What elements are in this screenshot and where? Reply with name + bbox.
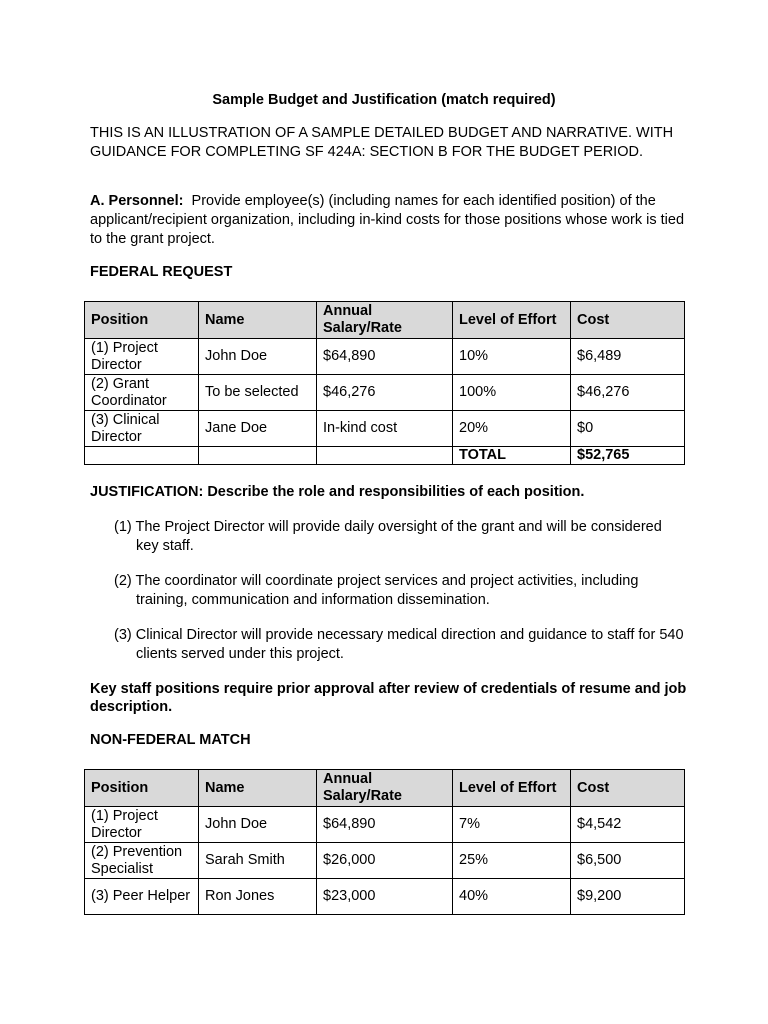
table-row xyxy=(85,339,685,375)
column-header-salary: Annual Salary/Rate xyxy=(317,302,453,339)
justification-list xyxy=(114,518,684,680)
key-staff-note: Key staff positions require prior approval after review of credentials of resume and job description. xyxy=(90,681,687,715)
document-title: Sample Budget and Justification (match required) xyxy=(212,92,556,108)
cell-name: Jane Doe xyxy=(199,411,317,447)
federal-request-heading: FEDERAL REQUEST xyxy=(90,264,233,280)
cell-salary: $64,890 xyxy=(317,807,453,843)
cell-cost: $46,276 xyxy=(571,375,685,411)
cell-effort: 25% xyxy=(453,843,571,879)
cell-salary: In-kind cost xyxy=(317,411,453,447)
cell-effort: 40% xyxy=(453,879,571,915)
column-header-cost: Cost xyxy=(571,302,685,339)
intro-paragraph: THIS IS AN ILLUSTRATION OF A SAMPLE DETAILED BUDGET AND NARRATIVE. WITH GUIDANCE FOR COMPLETING SF 424A: SECTION B FOR THE BUDGET PERIOD. xyxy=(90,125,674,160)
total-row xyxy=(85,447,685,465)
table-row xyxy=(85,843,685,879)
cell-cost: $6,489 xyxy=(571,339,685,375)
cell-position: (3) Clinical Director xyxy=(85,411,199,447)
list-item: (2) The coordinator will coordinate project services and project activities, including training, communication and information dissemination. xyxy=(114,573,639,608)
table-row xyxy=(85,807,685,843)
column-header-cost: Cost xyxy=(571,770,685,807)
table-header-row xyxy=(85,770,685,807)
cell-salary: $46,276 xyxy=(317,375,453,411)
list-item: (1) The Project Director will provide daily oversight of the grant and will be considered key staff. xyxy=(114,519,662,554)
personnel-text: Provide employee(s) (including names for each identified position) of the applicant/recipient organization, including in-kind costs for those positions whose work is tied to the grant project. xyxy=(90,193,685,247)
cell-empty xyxy=(317,447,453,465)
cell-name: John Doe xyxy=(199,339,317,375)
table-header-row xyxy=(85,302,685,339)
cell-salary: $23,000 xyxy=(317,879,453,915)
total-value: $52,765 xyxy=(571,447,685,465)
column-header-name: Name xyxy=(199,770,317,807)
personnel-paragraph xyxy=(90,192,690,249)
cell-empty xyxy=(199,447,317,465)
cell-position: (2) Prevention Specialist xyxy=(85,843,199,879)
cell-cost: $6,500 xyxy=(571,843,685,879)
cell-effort: 10% xyxy=(453,339,571,375)
non-federal-match-table xyxy=(84,769,685,915)
table-row xyxy=(85,375,685,411)
column-header-position: Position xyxy=(85,302,199,339)
cell-empty xyxy=(85,447,199,465)
column-header-name: Name xyxy=(199,302,317,339)
cell-cost: $0 xyxy=(571,411,685,447)
cell-salary: $64,890 xyxy=(317,339,453,375)
cell-name: Sarah Smith xyxy=(199,843,317,879)
cell-position: (1) Project Director xyxy=(85,339,199,375)
cell-position: (3) Peer Helper xyxy=(85,879,199,915)
federal-request-table xyxy=(84,301,685,465)
cell-effort: 7% xyxy=(453,807,571,843)
column-header-effort: Level of Effort xyxy=(453,302,571,339)
cell-cost: $4,542 xyxy=(571,807,685,843)
cell-effort: 100% xyxy=(453,375,571,411)
cell-effort: 20% xyxy=(453,411,571,447)
list-item: (3) Clinical Director will provide necessary medical direction and guidance to staff for 540 clients served under this project. xyxy=(114,627,684,662)
justification-heading: JUSTIFICATION: Describe the role and responsibilities of each position. xyxy=(90,484,585,500)
cell-name: Ron Jones xyxy=(199,879,317,915)
personnel-label: A. Personnel: xyxy=(90,193,184,209)
cell-salary: $26,000 xyxy=(317,843,453,879)
cell-position: (1) Project Director xyxy=(85,807,199,843)
table-row xyxy=(85,879,685,915)
cell-cost: $9,200 xyxy=(571,879,685,915)
cell-position: (2) Grant Coordinator xyxy=(85,375,199,411)
column-header-position: Position xyxy=(85,770,199,807)
cell-name: To be selected xyxy=(199,375,317,411)
column-header-effort: Level of Effort xyxy=(453,770,571,807)
cell-name: John Doe xyxy=(199,807,317,843)
table-row xyxy=(85,411,685,447)
total-label: TOTAL xyxy=(453,447,571,465)
non-federal-match-heading: NON-FEDERAL MATCH xyxy=(90,732,251,748)
column-header-salary: Annual Salary/Rate xyxy=(317,770,453,807)
